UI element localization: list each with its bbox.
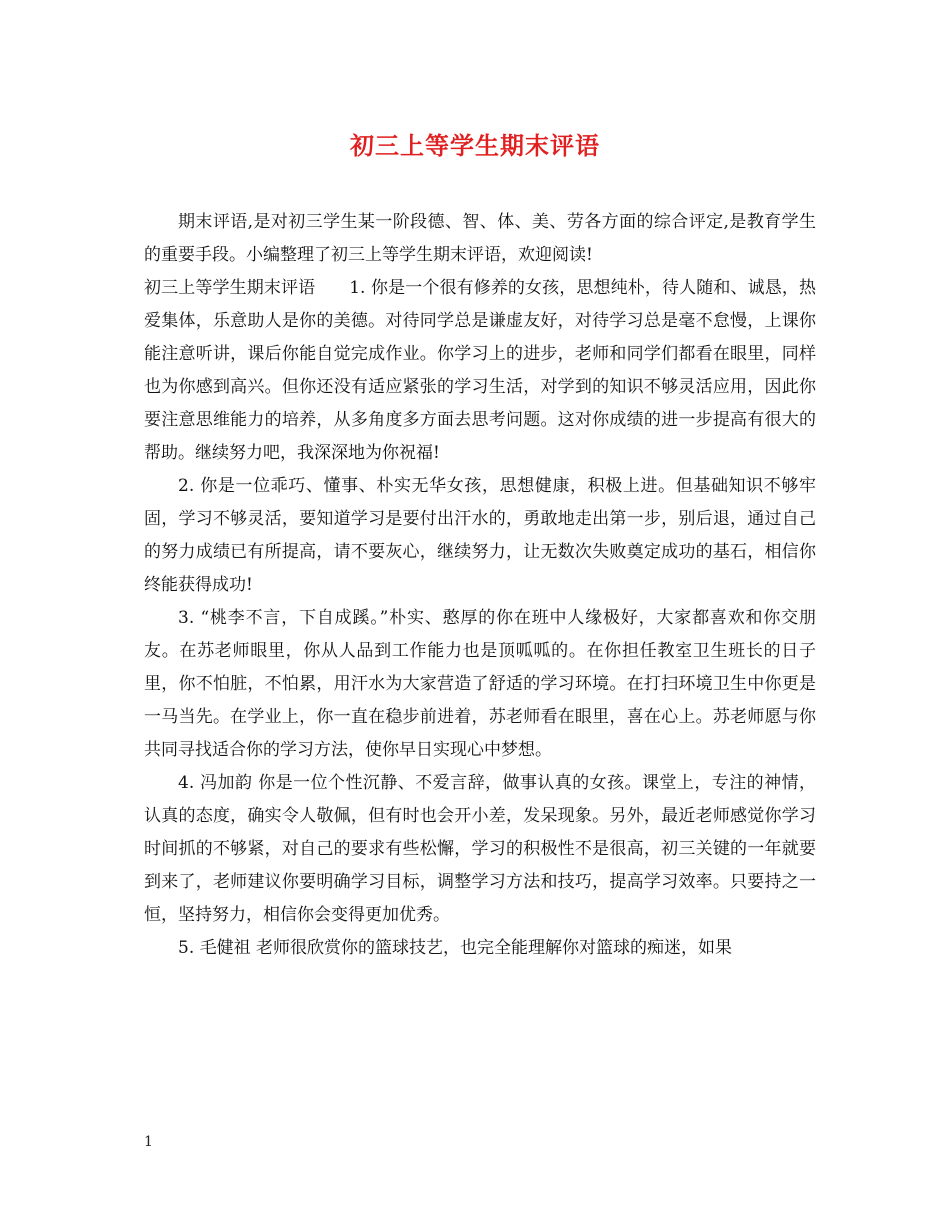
comment-paragraph-4: 4. 冯加韵 你是一位个性沉静、不爱言辞，做事认真的女孩。课堂上，专注的神情，认真的态度，确实令人敬佩，但有时也会开小差，发呆现象。另外，最近老师感觉你学习时间抓的不够紧，对自己的要求有些松懈，学习的积极性不是很高，初三关键的一年就要到来了，老师建议你要明确学习目标，调整学习方法和技巧，提高学习效率。只要持之一恒，坚持努力，相信你会变得更加优秀。	[144, 773, 816, 925]
comment-paragraph-3: 3. “桃李不言，下自成蹊。”朴实、憨厚的你在班中人缘极好，大家都喜欢和你交朋友。在苏老师眼里，你从人品到工作能力也是顶呱呱的。在你担任教室卫生班长的日子里，你不怕脏，不怕累，用汗水为大家营造了舒适的学习环境。在打扫环境卫生中你更是一马当先。在学业上，你一直在稳步前进着，苏老师看在眼里，喜在心上。苏老师愿与你共同寻找适合你的学习方法，使你早日实现心中梦想。	[144, 608, 816, 760]
page-title: 初三上等学生期末评语	[350, 131, 600, 160]
comment-1-text: 1. 你是一个很有修养的女孩，思想纯朴，待人随和、诚恳，热爱集体，乐意助人是你的美德。对待同学总是谦虚友好，对待学习总是毫不怠慢，上课你能注意听讲，课后你能自觉完成作业。你学习上的进步，老师和同学们都看在眼里，同样也为你感到高兴。但你还没有适应紧张的学习生活，对学到的知识不够灵活应用，因此你要注意思维能力的培养，从多角度多方面去思考问题。这对你成绩的进一步提高有很大的帮助。继续努力吧，我深深地为你祝福!	[144, 278, 817, 463]
intro-paragraph: 期末评语,是对初三学生某一阶段德、智、体、美、劳各方面的综合评定,是教育学生的重要手段。小编整理了初三上等学生期末评语，欢迎阅读!	[144, 212, 816, 265]
comment-paragraph-1	[144, 272, 816, 470]
comment-paragraph-5: 5. 毛健祖 老师很欣赏你的篮球技艺，也完全能理解你对篮球的痴迷，如果	[178, 938, 733, 958]
document-body	[144, 206, 816, 965]
comment-paragraph-2: 2. 你是一位乖巧、懂事、朴实无华女孩，思想健康，积极上进。但基础知识不够牢固，学习不够灵活，要知道学习是要付出汗水的，勇敢地走出第一步，别后退，通过自己的努力成绩已有所提高，请不要灰心，继续努力，让无数次失败奠定成功的基石，相信你终能获得成功!	[144, 476, 816, 595]
page-number: 1	[144, 1134, 153, 1150]
section-label: 初三上等学生期末评语	[144, 278, 316, 298]
